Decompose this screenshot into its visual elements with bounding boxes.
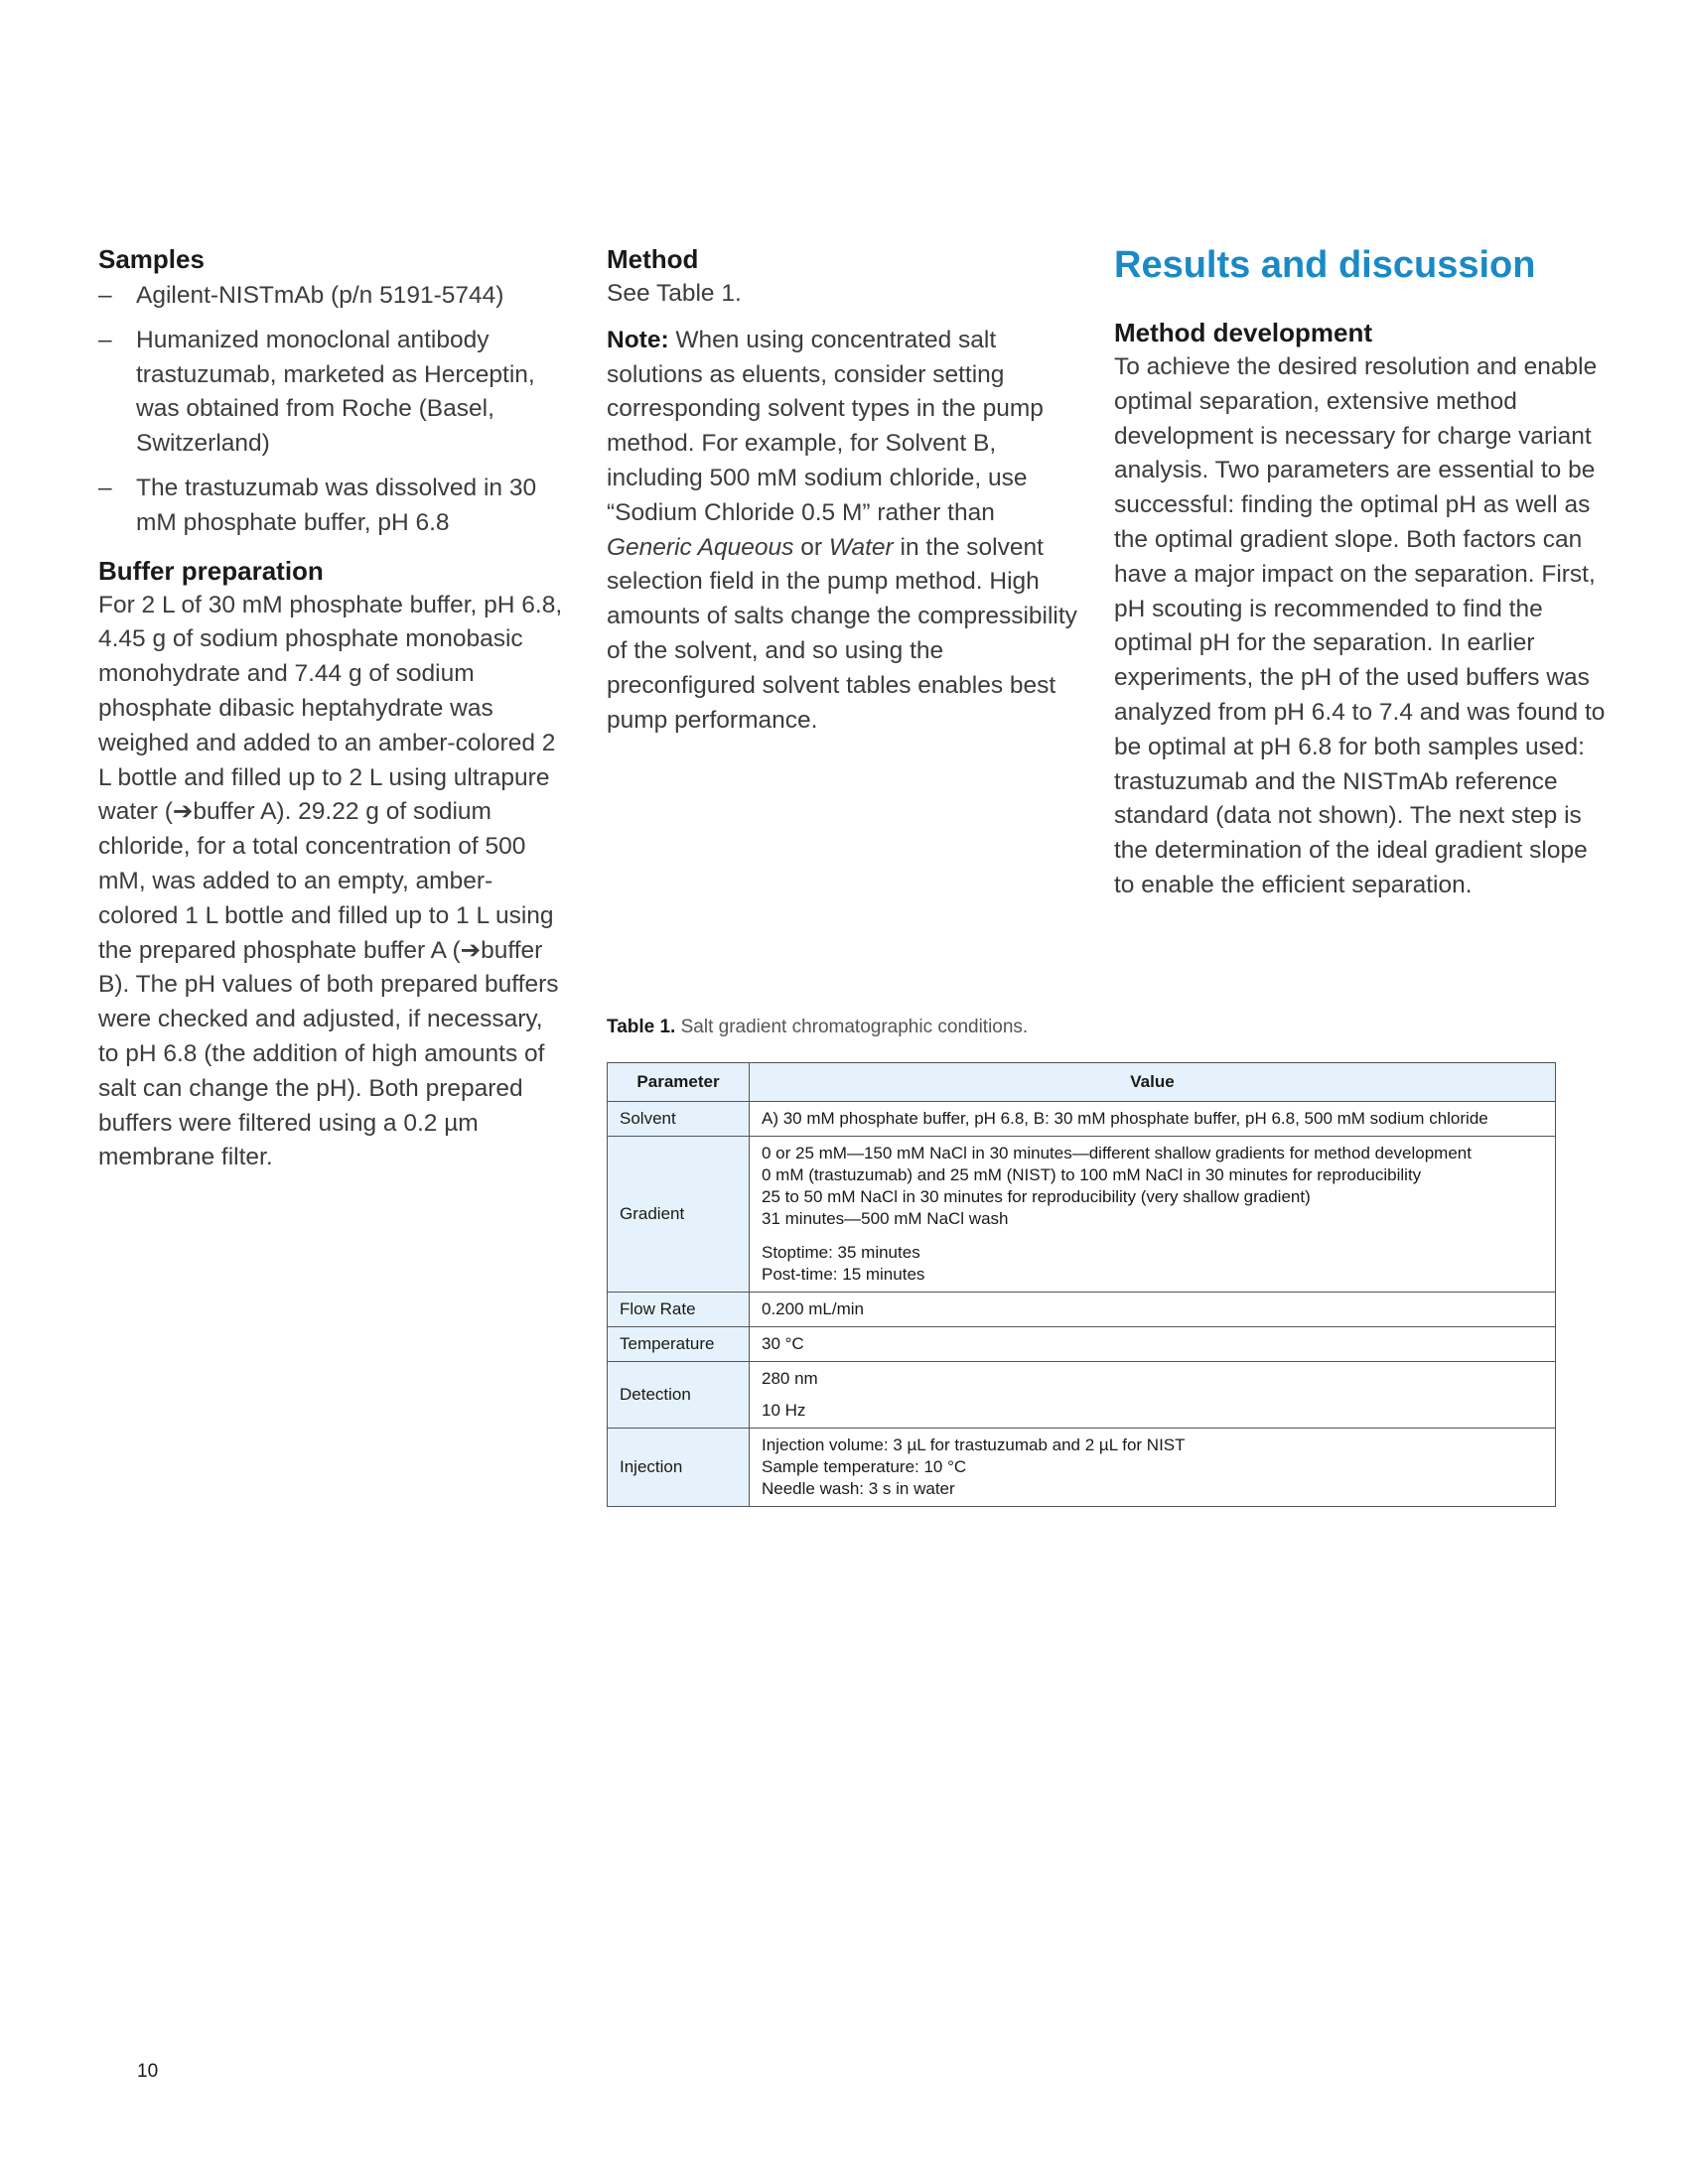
see-table-text: See Table 1. xyxy=(607,280,742,307)
dash-bullet: – xyxy=(98,474,112,501)
samples-heading: Samples xyxy=(98,244,205,274)
cell-line: 31 minutes—500 mM NaCl wash xyxy=(762,1209,1009,1228)
list-item xyxy=(98,279,565,314)
list-item-text: Agilent-NISTmAb (p/n 5191-5744) xyxy=(136,282,504,309)
param-cell: Temperature xyxy=(608,1327,750,1362)
results-heading: Results and discussion xyxy=(1114,244,1536,286)
cell-line: A) 30 mM phosphate buffer, pH 6.8, B: 30 mM phosphate buffer, pH 6.8, 500 mM sodium chloride xyxy=(762,1109,1488,1128)
cell-line: Post-time: 15 minutes xyxy=(762,1265,925,1284)
cell-line: Sample temperature: 10 °C xyxy=(762,1457,967,1476)
table-row xyxy=(608,1102,1556,1137)
dash-bullet: – xyxy=(98,282,112,309)
cell-line: 280 nm xyxy=(762,1369,818,1388)
method-development-heading: Method development xyxy=(1114,318,1373,347)
conditions-table xyxy=(607,1062,1556,1507)
method-note xyxy=(607,324,1083,739)
cell-line: 0 or 25 mM—150 mM NaCl in 30 minutes—different shallow gradients for method development xyxy=(762,1144,1472,1162)
samples-list xyxy=(98,279,565,541)
value-cell xyxy=(750,1429,1556,1507)
table-row xyxy=(608,1429,1556,1507)
note-text-part2: in the solvent selection field in the pump method. High amounts of salts change the compressibility of the solvent, and so using the preconfigured solvent tables enables best pump performance. xyxy=(607,533,1077,734)
value-cell xyxy=(750,1327,1556,1362)
buffer-preparation-heading: Buffer preparation xyxy=(98,555,324,586)
table-row xyxy=(608,1293,1556,1327)
cell-line: 0 mM (trastuzumab) and 25 mM (NIST) to 100 mM NaCl in 30 minutes for reproducibility xyxy=(762,1165,1422,1184)
dash-bullet: – xyxy=(98,326,112,353)
cell-line: 30 °C xyxy=(762,1334,804,1353)
header-value: Value xyxy=(750,1063,1556,1102)
param-cell: Injection xyxy=(608,1429,750,1507)
cell-line: Injection volume: 3 µL for trastuzumab and 2 µL for NIST xyxy=(762,1435,1186,1454)
table-caption-text: Salt gradient chromatographic conditions. xyxy=(675,1017,1029,1037)
value-cell xyxy=(750,1137,1556,1293)
note-italic-generic-aqueous: Generic Aqueous xyxy=(607,533,794,561)
value-cell xyxy=(750,1102,1556,1137)
value-cell xyxy=(750,1362,1556,1429)
method-development-text: To achieve the desired resolution and enable optimal separation, extensive method development is necessary for charge variant analysis. Two parameters are essential to be successful: finding the optimal pH as well as the optimal gradient slope. Both factors can have a major impact on the separation. First, pH scouting is recommended to find the optimal pH for the separation. In earlier experiments, the pH of the used buffers was analyzed from pH 6.4 to 7.4 and was found to be optimal at pH 6.8 for both samples used: trastuzumab and the NISTmAb reference standard (data not shown). The next step is the determination of the ideal gradient slope to enable the efficient separation. xyxy=(1114,353,1606,898)
param-cell: Flow Rate xyxy=(608,1293,750,1327)
table-header-row xyxy=(608,1063,1556,1102)
param-cell: Gradient xyxy=(608,1137,750,1293)
note-text-or: or xyxy=(793,533,829,561)
note-italic-water: Water xyxy=(828,533,894,561)
list-item-text: Humanized monoclonal antibody trastuzumab, marketed as Herceptin, was obtained from Roche (Basel, Switzerland) xyxy=(136,326,535,458)
header-parameter: Parameter xyxy=(608,1063,750,1102)
note-label: Note: xyxy=(607,326,669,353)
param-cell: Detection xyxy=(608,1362,750,1429)
note-text-part1: When using concentrated salt solutions as eluents, consider setting corresponding solvent types in the pump method. For example, for Solvent B, including 500 mM sodium chloride, use “Sodium Chloride 0.5 M” rather than xyxy=(607,326,1044,526)
param-cell: Solvent xyxy=(608,1102,750,1137)
middle-column xyxy=(607,241,1083,738)
list-item-text: The trastuzumab was dissolved in 30 mM phosphate buffer, pH 6.8 xyxy=(136,474,537,536)
cell-line: Stoptime: 35 minutes xyxy=(762,1243,920,1262)
table-row xyxy=(608,1362,1556,1429)
table-row xyxy=(608,1137,1556,1293)
left-column xyxy=(98,241,565,1175)
buffer-preparation-text: For 2 L of 30 mM phosphate buffer, pH 6.8, 4.45 g of sodium phosphate monobasic monohydrate and 7.44 g of sodium phosphate dibasic heptahydrate was weighed and added to an amber-colored 2 L bottle and filled up to 2 L using ultrapure water (➔buffer A). 29.22 g of sodium chloride, for a total concentration of 500 mM, was added to an empty, amber-colored 1 L bottle and filled up to 1 L using the prepared phosphate buffer A (➔buffer B). The pH values of both prepared buffers were checked and adjusted, if necessary, to pH 6.8 (the addition of high amounts of salt can change the pH). Both prepared buffers were filtered using a 0.2 µm membrane filter. xyxy=(98,591,563,1171)
table-caption-label: Table 1. xyxy=(607,1017,676,1037)
value-cell xyxy=(750,1293,1556,1327)
list-item xyxy=(98,324,565,462)
list-item xyxy=(98,472,565,541)
cell-line: 25 to 50 mM NaCl in 30 minutes for reproducibility (very shallow gradient) xyxy=(762,1187,1311,1206)
cell-line: Needle wash: 3 s in water xyxy=(762,1479,955,1498)
method-heading: Method xyxy=(607,244,699,274)
table-row xyxy=(608,1327,1556,1362)
right-column xyxy=(1114,241,1611,903)
cell-line: 0.200 mL/min xyxy=(762,1299,864,1318)
table-caption xyxy=(607,1017,1028,1038)
page-number: 10 xyxy=(137,2061,159,2082)
cell-line: 10 Hz xyxy=(762,1401,806,1420)
